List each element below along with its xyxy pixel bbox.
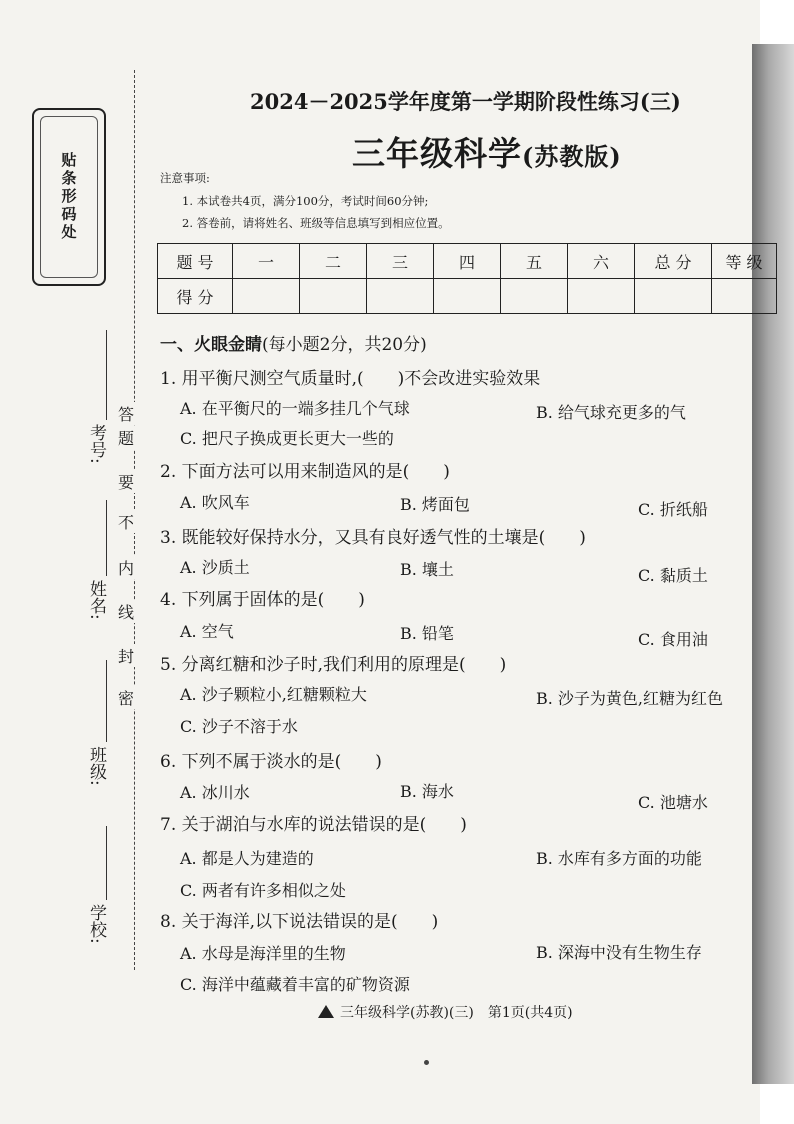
question-stem: 3. 既能较好保持水分，又具有良好透气性的土壤是( ) <box>160 528 586 548</box>
subject-title: 三年级科学 <box>352 134 522 173</box>
name-line[interactable] <box>106 500 107 576</box>
notice-item: 1. 本试卷共4页，满分100分，考试时间60分钟; <box>182 194 429 208</box>
option-b[interactable]: B. 海水 <box>400 782 454 801</box>
option-a[interactable]: A. 在平衡尺的一端多挂几个气球 <box>180 399 410 418</box>
seal-char: 密 <box>116 686 136 709</box>
barcode-box <box>32 108 106 286</box>
option-a[interactable]: A. 空气 <box>180 622 234 641</box>
option-b[interactable]: B. 铅笔 <box>400 624 454 643</box>
warning-triangle-icon <box>318 1005 334 1018</box>
score-header-cell: 六 <box>568 244 635 279</box>
footer-text: 三年级科学(苏教)(三) 第1页(共4页) <box>340 1005 573 1021</box>
seal-char: 题 <box>116 426 136 449</box>
exam-no-line[interactable] <box>106 330 107 420</box>
score-header-cell: 二 <box>300 244 367 279</box>
question-stem: 1. 用平衡尺测空气质量时,( )不会改进实验效果 <box>160 369 541 389</box>
scan-speck <box>424 1060 429 1065</box>
option-c[interactable]: C. 折纸船 <box>638 500 708 519</box>
score-cell[interactable] <box>367 279 434 314</box>
class-line[interactable] <box>106 660 107 742</box>
option-a[interactable]: A. 吹风车 <box>180 493 250 512</box>
option-b[interactable]: B. 水库有多方面的功能 <box>536 849 702 868</box>
score-cell[interactable] <box>501 279 568 314</box>
score-cell[interactable] <box>233 279 300 314</box>
school-label: 学校: <box>86 904 106 944</box>
section-note: (每小题2分，共20分) <box>262 335 427 355</box>
score-header-cell: 总 分 <box>635 244 712 279</box>
question-stem: 6. 下列不属于淡水的是( ) <box>160 752 382 772</box>
question-stem: 5. 分离红糖和沙子时,我们利用的原理是( ) <box>160 655 507 675</box>
seal-char: 答 <box>116 402 136 425</box>
notice-heading: 注意事项: <box>160 171 210 185</box>
option-c[interactable]: C. 黏质土 <box>638 566 708 585</box>
score-header-cell: 一 <box>233 244 300 279</box>
seal-char: 内 <box>116 556 136 579</box>
option-c[interactable]: C. 沙子不溶于水 <box>180 717 298 736</box>
option-a[interactable]: A. 冰川水 <box>180 783 250 802</box>
exam-main-title <box>352 128 622 175</box>
score-cell[interactable] <box>712 279 777 314</box>
question-stem: 7. 关于湖泊与水库的说法错误的是( ) <box>160 815 467 835</box>
notice-item: 2. 答卷前，请将姓名、班级等信息填写到相应位置。 <box>182 216 450 230</box>
seal-char: 线 <box>116 600 136 623</box>
score-header-cell: 四 <box>434 244 501 279</box>
option-a[interactable]: A. 沙子颗粒小,红糖颗粒大 <box>180 685 367 704</box>
class-label: 班级: <box>86 746 106 786</box>
page-edge-shadow <box>752 44 794 1084</box>
score-cell[interactable] <box>635 279 712 314</box>
exam-no-label: 考号: <box>86 424 106 464</box>
score-header-cell: 三 <box>367 244 434 279</box>
option-c[interactable]: C. 食用油 <box>638 630 708 649</box>
name-label: 姓名: <box>86 580 106 620</box>
option-a[interactable]: A. 水母是海洋里的生物 <box>180 944 346 963</box>
score-table <box>157 243 777 314</box>
question-stem: 8. 关于海洋,以下说法错误的是( ) <box>160 912 439 932</box>
seal-char: 要 <box>116 470 136 493</box>
option-b[interactable]: B. 深海中没有生物生存 <box>536 943 702 962</box>
exam-term-title: 2024－2025学年度第一学期阶段性练习(三) <box>250 89 681 114</box>
option-c[interactable]: C. 两者有许多相似之处 <box>180 881 346 900</box>
seal-char: 封 <box>116 644 136 667</box>
score-cell[interactable] <box>434 279 501 314</box>
question-stem: 4. 下列属于固体的是( ) <box>160 590 365 610</box>
option-a[interactable]: A. 都是人为建造的 <box>180 849 314 868</box>
option-b[interactable]: B. 给气球充更多的气 <box>536 403 686 422</box>
score-cell[interactable] <box>300 279 367 314</box>
score-header-cell: 等 级 <box>712 244 777 279</box>
section-title: 一、火眼金睛 <box>160 335 262 355</box>
school-line[interactable] <box>106 826 107 900</box>
score-header-cell: 题 号 <box>158 244 233 279</box>
question-stem: 2. 下面方法可以用来制造风的是( ) <box>160 462 450 482</box>
score-row-label: 得 分 <box>158 279 233 314</box>
option-b[interactable]: B. 沙子为黄色,红糖为红色 <box>536 689 724 708</box>
edition-label: (苏教版) <box>522 142 622 171</box>
option-b[interactable]: B. 烤面包 <box>400 495 470 514</box>
score-cell[interactable] <box>568 279 635 314</box>
section-heading <box>160 330 427 355</box>
option-c[interactable]: C. 池塘水 <box>638 793 708 812</box>
seal-char: 不 <box>116 510 136 533</box>
option-c[interactable]: C. 把尺子换成更长更大一些的 <box>180 429 394 448</box>
option-b[interactable]: B. 壤土 <box>400 560 454 579</box>
option-a[interactable]: A. 沙质土 <box>180 558 250 577</box>
option-c[interactable]: C. 海洋中蕴藏着丰富的矿物资源 <box>180 975 410 994</box>
score-header-cell: 五 <box>501 244 568 279</box>
barcode-label: 贴条形码处 <box>59 152 78 242</box>
page-footer <box>318 1002 573 1022</box>
